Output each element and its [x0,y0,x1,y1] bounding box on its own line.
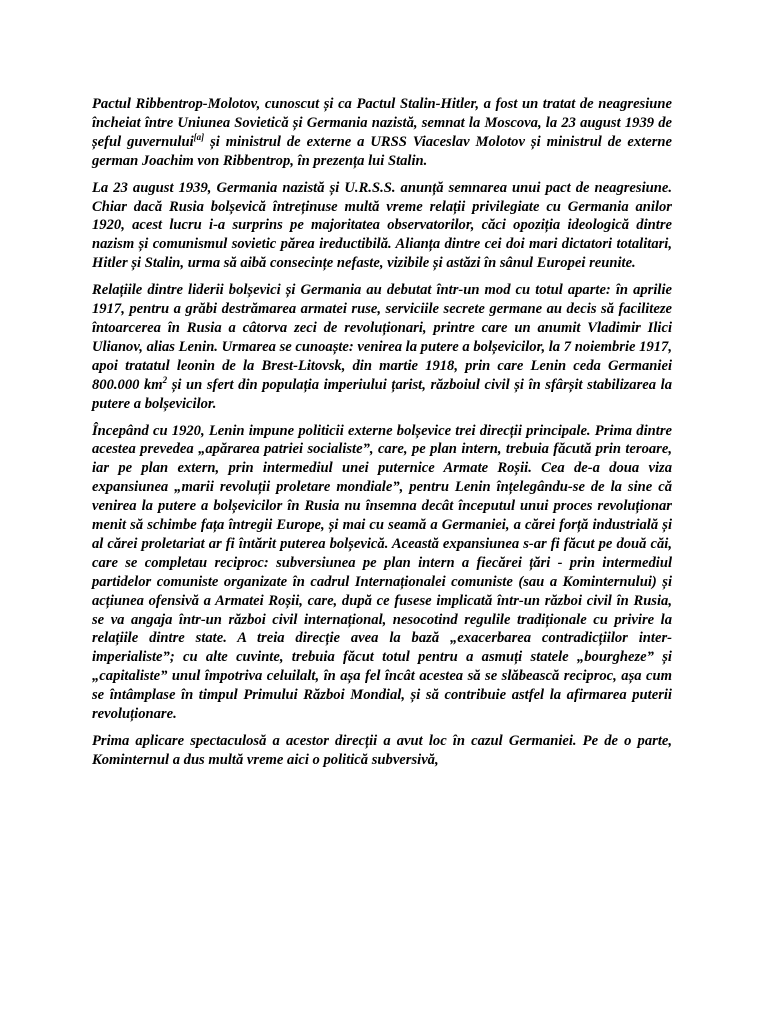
paragraph-1-text-end: și ministrul de externe a URSS Viaceslav Molotov și ministrul de externe german Joachim von Ribbentrop, în prezența lui Stalin. [92,133,672,169]
paragraph-3 [92,281,672,413]
paragraph-4: Începând cu 1920, Lenin impune politicii externe bolșevice trei direcții principale. Prima dintre acestea prevedea „apărarea patriei socialiste”, care, pe plan intern, trebuia făcută prin teroare, iar pe plan extern, prin intermediul unei puternice Armate Roșii. Cea de-a doua viza expansiunea „marii revoluții proletare mondiale”, pentru Lenin înțelegându-se de la sine că venirea la putere a bolșevicilor în Rusia nu însemna decât începutul unui proces revoluționar menit să schimbe fața întregii Europe, și mai cu seamă a Germaniei, a cărei forță industrială și al cărei proletariat ar fi întărit puterea bolșevică. Această expansiunea s-ar fi făcut pe două căi, care se completau reciproc: subversiunea pe plan intern a fiecărei țări - prin intermediul partidelor comuniste organizate în cadrul Internaționalei comuniste (sau a Kominternului) și acțiunea ofensivă a Armatei Roșii, care, după ce fusese implicată într-un război civil în Rusia, se va angaja într-un război civil internațional, nesocotind regulile tradiționale cu privire la relațiile dintre state. A treia direcție avea la bază „exacerbarea contradicțiilor inter-imperialiste”; cu alte cuvinte, trebuia făcut totul pentru a asmuți statele „bourgheze” și „capitaliste” unul împotriva celuilalt, în așa fel încât acestea să se slăbească reciproc, așa cum se întâmplase în timpul Primului Război Mondial, și să contribuie astfel la afirmarea puterii revoluționare. [92,422,672,723]
document-body [92,95,672,778]
paragraph-1 [92,95,672,171]
footnote-marker[interactable]: [a] [193,131,205,142]
paragraph-1-text-start: Pactul Ribbentrop-Molotov, cunoscut și ca Pactul Stalin-Hitler, a fost un tratat de neagresiune încheiat între Uniunea Sovietică și Germania nazistă, semnat la Moscova, la 23 august 1939 de șeful guvernului [92,96,672,150]
paragraph-3-text-start: Relațiile dintre liderii bolșevici și Germania au debutat într-un mod cu totul aparte: în aprilie 1917, pentru a grăbi destrămarea armatei ruse, serviciile secrete germane au decis să faciliteze întoarcerea în Rusia a câtorva zeci de revoluționari, printre care un anumit Vladimir Ilici Ulianov, alias Lenin. Urmarea se cunoaște: venirea la putere a bolșevicilor, la 7 noiembrie 1917, apoi tratatul leonin de la Brest-Litovsk, din martie 1918, prin care Lenin ceda Germaniei 800.000 km [92,282,672,393]
paragraph-3-text-end: și un sfert din populația imperiului țarist, războiul civil și în sfârșit stabilizarea la putere a bolșevicilor. [92,376,672,412]
paragraph-2: La 23 august 1939, Germania nazistă și U.R.S.S. anunță semnarea unui pact de neagresiune. Chiar dacă Rusia bolșevică întreținuse multă vreme relații privilegiate cu Germania anilor 1920, acest lucru i-a surprins pe majoritatea observatorilor, căci opoziția ideologică dintre nazism și comunismul sovietic părea ireductibilă. Alianța dintre cei doi mari dictatori totalitari, Hitler și Stalin, urma să aibă consecințe nefaste, vizibile și astăzi în sânul Europei reunite. [92,179,672,272]
paragraph-5: Prima aplicare spectaculosă a acestor direcții a avut loc în cazul Germaniei. Pe de o parte, Kominternul a dus multă vreme aici o politică subversivă, [92,733,672,768]
superscript-squared: 2 [162,374,168,385]
